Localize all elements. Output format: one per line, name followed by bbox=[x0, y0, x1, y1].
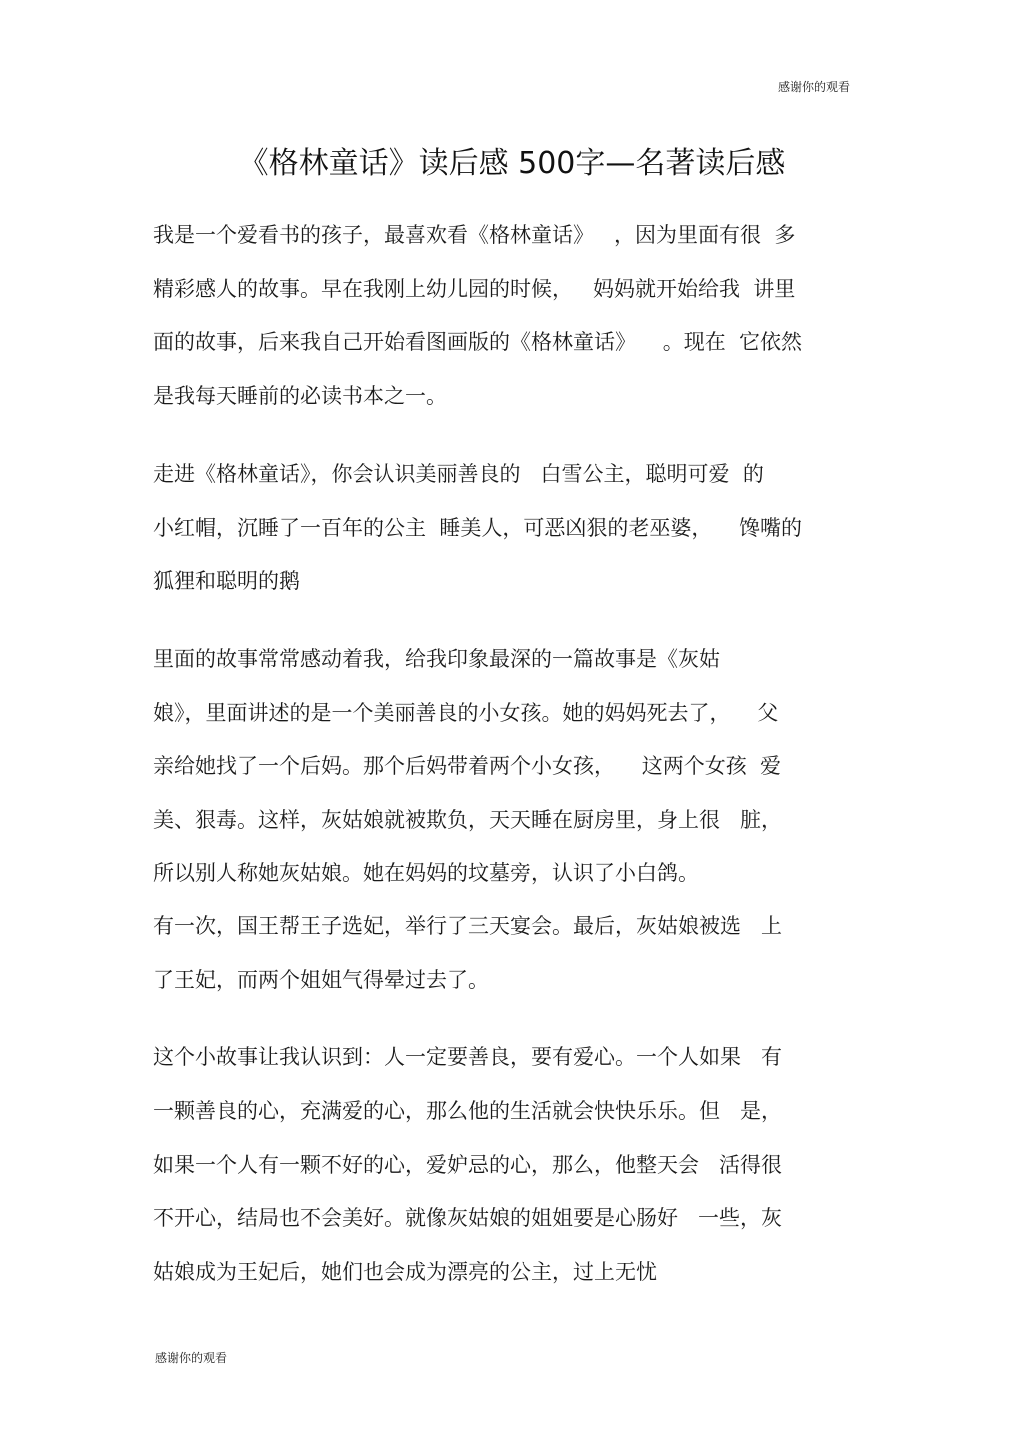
paragraph-line: 有一次，国王帮王子选妃，举行了三天宴会。最后，灰姑娘被选 上 bbox=[153, 914, 783, 938]
paragraph-line: 娘》，里面讲述的是一个美丽善良的小女孩。她的妈妈死去了， 父 bbox=[153, 701, 779, 725]
paragraph-line: 走进《格林童话》，你会认识美丽善良的 白雪公主，聪明可爱 的 bbox=[153, 462, 764, 486]
paragraph-line: 了王妃，而两个姐姐气得晕过去了。 bbox=[153, 968, 489, 992]
paragraph-line: 如果一个人有一颗不好的心，爱妒忌的心，那么，他整天会 活得很 bbox=[153, 1153, 783, 1177]
paragraph-line: 姑娘成为王妃后，她们也会成为漂亮的公主，过上无忧 bbox=[153, 1260, 657, 1284]
paragraph-line: 精彩感人的故事。早在我刚上幼儿园的时候， 妈妈就开始给我 讲里 bbox=[153, 277, 796, 301]
paragraph-line: 是我每天睡前的必读书本之一。 bbox=[153, 384, 447, 408]
paragraph-line: 狐狸和聪明的鹅 bbox=[153, 569, 300, 593]
paragraph-line: 亲给她找了一个后妈。那个后妈带着两个小女孩， 这两个女孩 爱 bbox=[153, 754, 782, 778]
paragraph-line: 面的故事，后来我自己开始看图画版的《格林童话》 。现在 它依然 bbox=[153, 330, 803, 354]
paragraph-line: 小红帽，沉睡了一百年的公主 睡美人，可恶凶狠的老巫婆， 馋嘴的 bbox=[153, 516, 803, 540]
paragraph-line: 所以别人称她灰姑娘。她在妈妈的坟墓旁，认识了小白鸽。 bbox=[153, 861, 699, 885]
paragraph-line: 我是一个爱看书的孩子，最喜欢看《格林童话》 ，因为里面有很 多 bbox=[153, 223, 796, 247]
header-note: 感谢你的观看 bbox=[778, 80, 851, 94]
paragraph-line: 这个小故事让我认识到：人一定要善良，要有爱心。一个人如果 有 bbox=[153, 1045, 783, 1069]
paragraph-line: 里面的故事常常感动着我，给我印象最深的一篇故事是《灰姑 bbox=[153, 647, 720, 671]
page-title: 《格林童话》读后感 500字—名著读后感 bbox=[238, 146, 786, 181]
footer-note: 感谢你的观看 bbox=[155, 1351, 228, 1365]
paragraph-line: 一颗善良的心，充满爱的心，那么他的生活就会快快乐乐。但 是， bbox=[153, 1099, 783, 1123]
paragraph-line: 美、狠毒。这样，灰姑娘就被欺负，天天睡在厨房里，身上很 脏， bbox=[153, 808, 783, 832]
paragraph-line: 不开心，结局也不会美好。就像灰姑娘的姐姐要是心肠好 一些，灰 bbox=[153, 1206, 783, 1230]
